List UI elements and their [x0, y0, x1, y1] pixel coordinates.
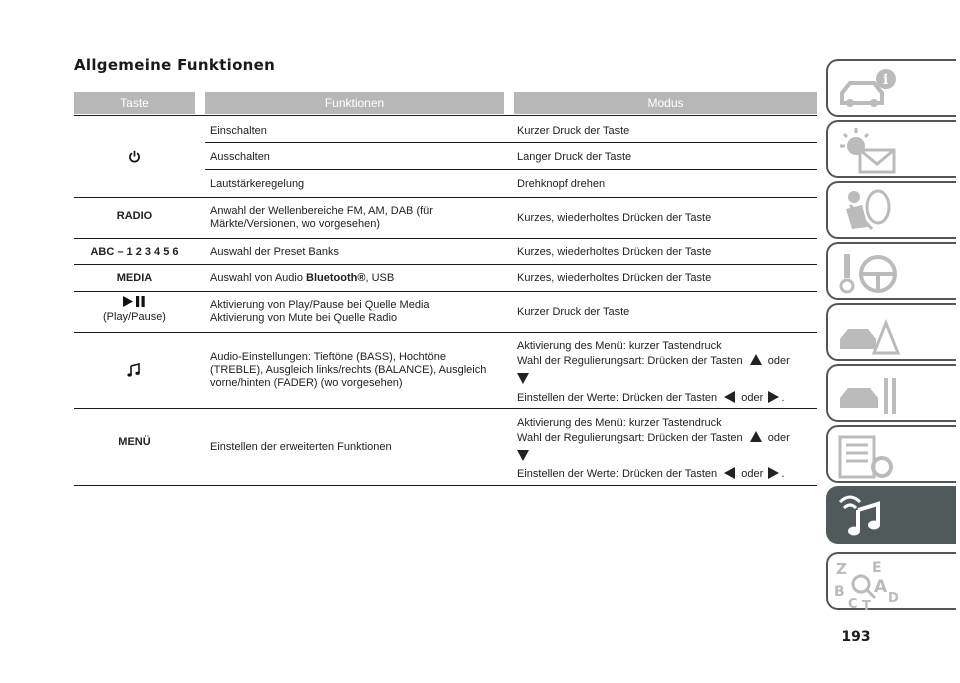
tab-multimedia[interactable]	[826, 486, 956, 544]
row-divider	[74, 264, 817, 265]
play-pause-icon	[123, 296, 147, 311]
function-presets: Auswahl der Preset Banks	[210, 246, 340, 258]
header-modus: Modus	[514, 92, 817, 114]
function-audio-line3: vorne/hinten (FADER) (wo vorgesehen)	[210, 377, 403, 389]
header-funktionen: Funktionen	[205, 92, 504, 114]
mode-audio-oder2: oder	[741, 392, 764, 404]
mode-einschalten: Kurzer Druck der Taste	[517, 125, 630, 137]
multimedia-icon	[828, 488, 958, 546]
svg-text:T: T	[862, 599, 871, 612]
page-number: 193	[841, 629, 871, 645]
bluetooth-label: Bluetooth®	[306, 272, 366, 284]
function-media-suffix: , USB	[365, 272, 395, 284]
mode-menu-line2-text: Wahl der Regulierungsart: Drücken der Tasten	[517, 432, 743, 444]
mode-menu-oder1: oder	[767, 432, 790, 444]
tab-technical-data[interactable]	[826, 425, 956, 483]
mode-audio-end: .	[781, 392, 785, 404]
function-playpause-line1: Aktivierung von Play/Pause bei Quelle Media	[210, 299, 430, 311]
mode-presets: Kurzes, wiederholtes Drücken der Taste	[517, 246, 712, 258]
function-playpause-line2: Aktivierung von Mute bei Quelle Radio	[210, 312, 398, 324]
function-audio-line2: (TREBLE), Ausgleich links/rechts (BALANCE), Ausgleich	[210, 364, 487, 376]
tab-index[interactable]	[826, 552, 956, 610]
svg-text:Z: Z	[836, 560, 847, 578]
mode-audio-line3-text: Einstellen der Werte: Drücken der Tasten	[517, 392, 718, 404]
mode-audio-oder1: oder	[767, 355, 790, 367]
row-divider	[205, 142, 817, 143]
svg-text:i: i	[883, 72, 889, 88]
tab-maintenance[interactable]	[826, 364, 956, 422]
emergency-triangle-icon	[828, 305, 958, 363]
mode-lautstaerke: Drehknopf drehen	[517, 178, 606, 190]
svg-text:E: E	[872, 560, 882, 576]
row-divider	[74, 115, 817, 116]
header-taste: Taste	[74, 92, 195, 114]
tab-start-driving[interactable]	[826, 242, 956, 300]
row-divider	[74, 485, 817, 486]
table-header	[74, 92, 817, 114]
car-tools-icon	[828, 366, 958, 424]
row-divider	[205, 169, 817, 170]
music-note-icon	[127, 363, 141, 381]
mode-radio: Kurzes, wiederholtes Drücken der Taste	[517, 212, 712, 224]
technical-data-icon	[828, 427, 958, 485]
function-audio-line1: Audio-Einstellungen: Tieftöne (BASS), Hochtöne	[210, 351, 447, 363]
right-arrow-icon	[768, 467, 779, 479]
tab-car-info[interactable]	[826, 59, 956, 117]
row-divider	[74, 332, 817, 333]
page-title: Allgemeine Funktionen	[74, 56, 276, 74]
mode-audio-line2-text: Wahl der Regulierungsart: Drücken der Tasten	[517, 355, 743, 367]
key-menu: MENÜ	[118, 436, 151, 448]
key-radio: RADIO	[116, 210, 153, 222]
mode-menu-line3-text: Einstellen der Werte: Drücken der Tasten	[517, 468, 718, 480]
svg-text:A: A	[874, 577, 888, 597]
index-az-icon	[828, 554, 958, 612]
key-media: MEDIA	[116, 272, 153, 284]
row-divider	[74, 408, 817, 409]
up-arrow-icon	[750, 431, 762, 442]
car-info-icon	[828, 61, 958, 119]
mode-menu-oder2: oder	[741, 468, 764, 480]
key-play-pause-label: (Play/Pause)	[103, 311, 166, 323]
svg-text:B: B	[834, 584, 845, 600]
mode-audio-line3	[517, 391, 784, 405]
svg-text:C: C	[848, 597, 858, 612]
mode-menu-end: .	[781, 468, 785, 480]
mode-menu-line3	[517, 467, 784, 481]
mode-ausschalten: Langer Druck der Taste	[517, 151, 632, 163]
function-radio-line2: Märkte/Versionen, wo vorgesehen)	[210, 218, 380, 230]
row-divider	[74, 291, 817, 292]
tab-safety[interactable]	[826, 181, 956, 239]
mode-audio-line1: Aktivierung des Menü: kurzer Tastendruck	[517, 340, 722, 352]
function-radio-line1: Anwahl der Wellenbereiche FM, AM, DAB (für	[210, 205, 433, 217]
row-divider	[74, 238, 817, 239]
down-arrow-icon	[517, 373, 529, 388]
svg-text:D: D	[888, 591, 899, 606]
row-divider	[74, 197, 817, 198]
mode-menu-line1: Aktivierung des Menü: kurzer Tastendruck	[517, 417, 722, 429]
function-lautstaerke: Lautstärkeregelung	[210, 178, 305, 190]
function-menu: Einstellen der erweiterten Funktionen	[210, 441, 392, 453]
tab-emergency[interactable]	[826, 303, 956, 361]
function-einschalten: Einschalten	[210, 125, 267, 137]
key-presets: ABC – 1 2 3 4 5 6	[90, 246, 179, 258]
mode-menu-line2	[517, 431, 790, 445]
function-media-prefix: Auswahl von Audio	[210, 272, 307, 284]
function-ausschalten: Ausschalten	[210, 151, 270, 163]
power-icon	[128, 150, 141, 167]
up-arrow-icon	[750, 354, 762, 365]
mode-playpause: Kurzer Druck der Taste	[517, 306, 630, 318]
mode-audio-line2	[517, 354, 790, 368]
mode-media: Kurzes, wiederholtes Drücken der Taste	[517, 272, 712, 284]
tab-warning-lights[interactable]	[826, 120, 956, 178]
warning-lights-icon	[828, 122, 958, 180]
left-arrow-icon	[724, 467, 735, 479]
left-arrow-icon	[724, 391, 735, 403]
down-arrow-icon	[517, 450, 529, 465]
right-arrow-icon	[768, 391, 779, 403]
safety-airbag-icon	[828, 183, 958, 241]
function-media	[210, 272, 394, 285]
steering-key-icon	[828, 244, 958, 302]
